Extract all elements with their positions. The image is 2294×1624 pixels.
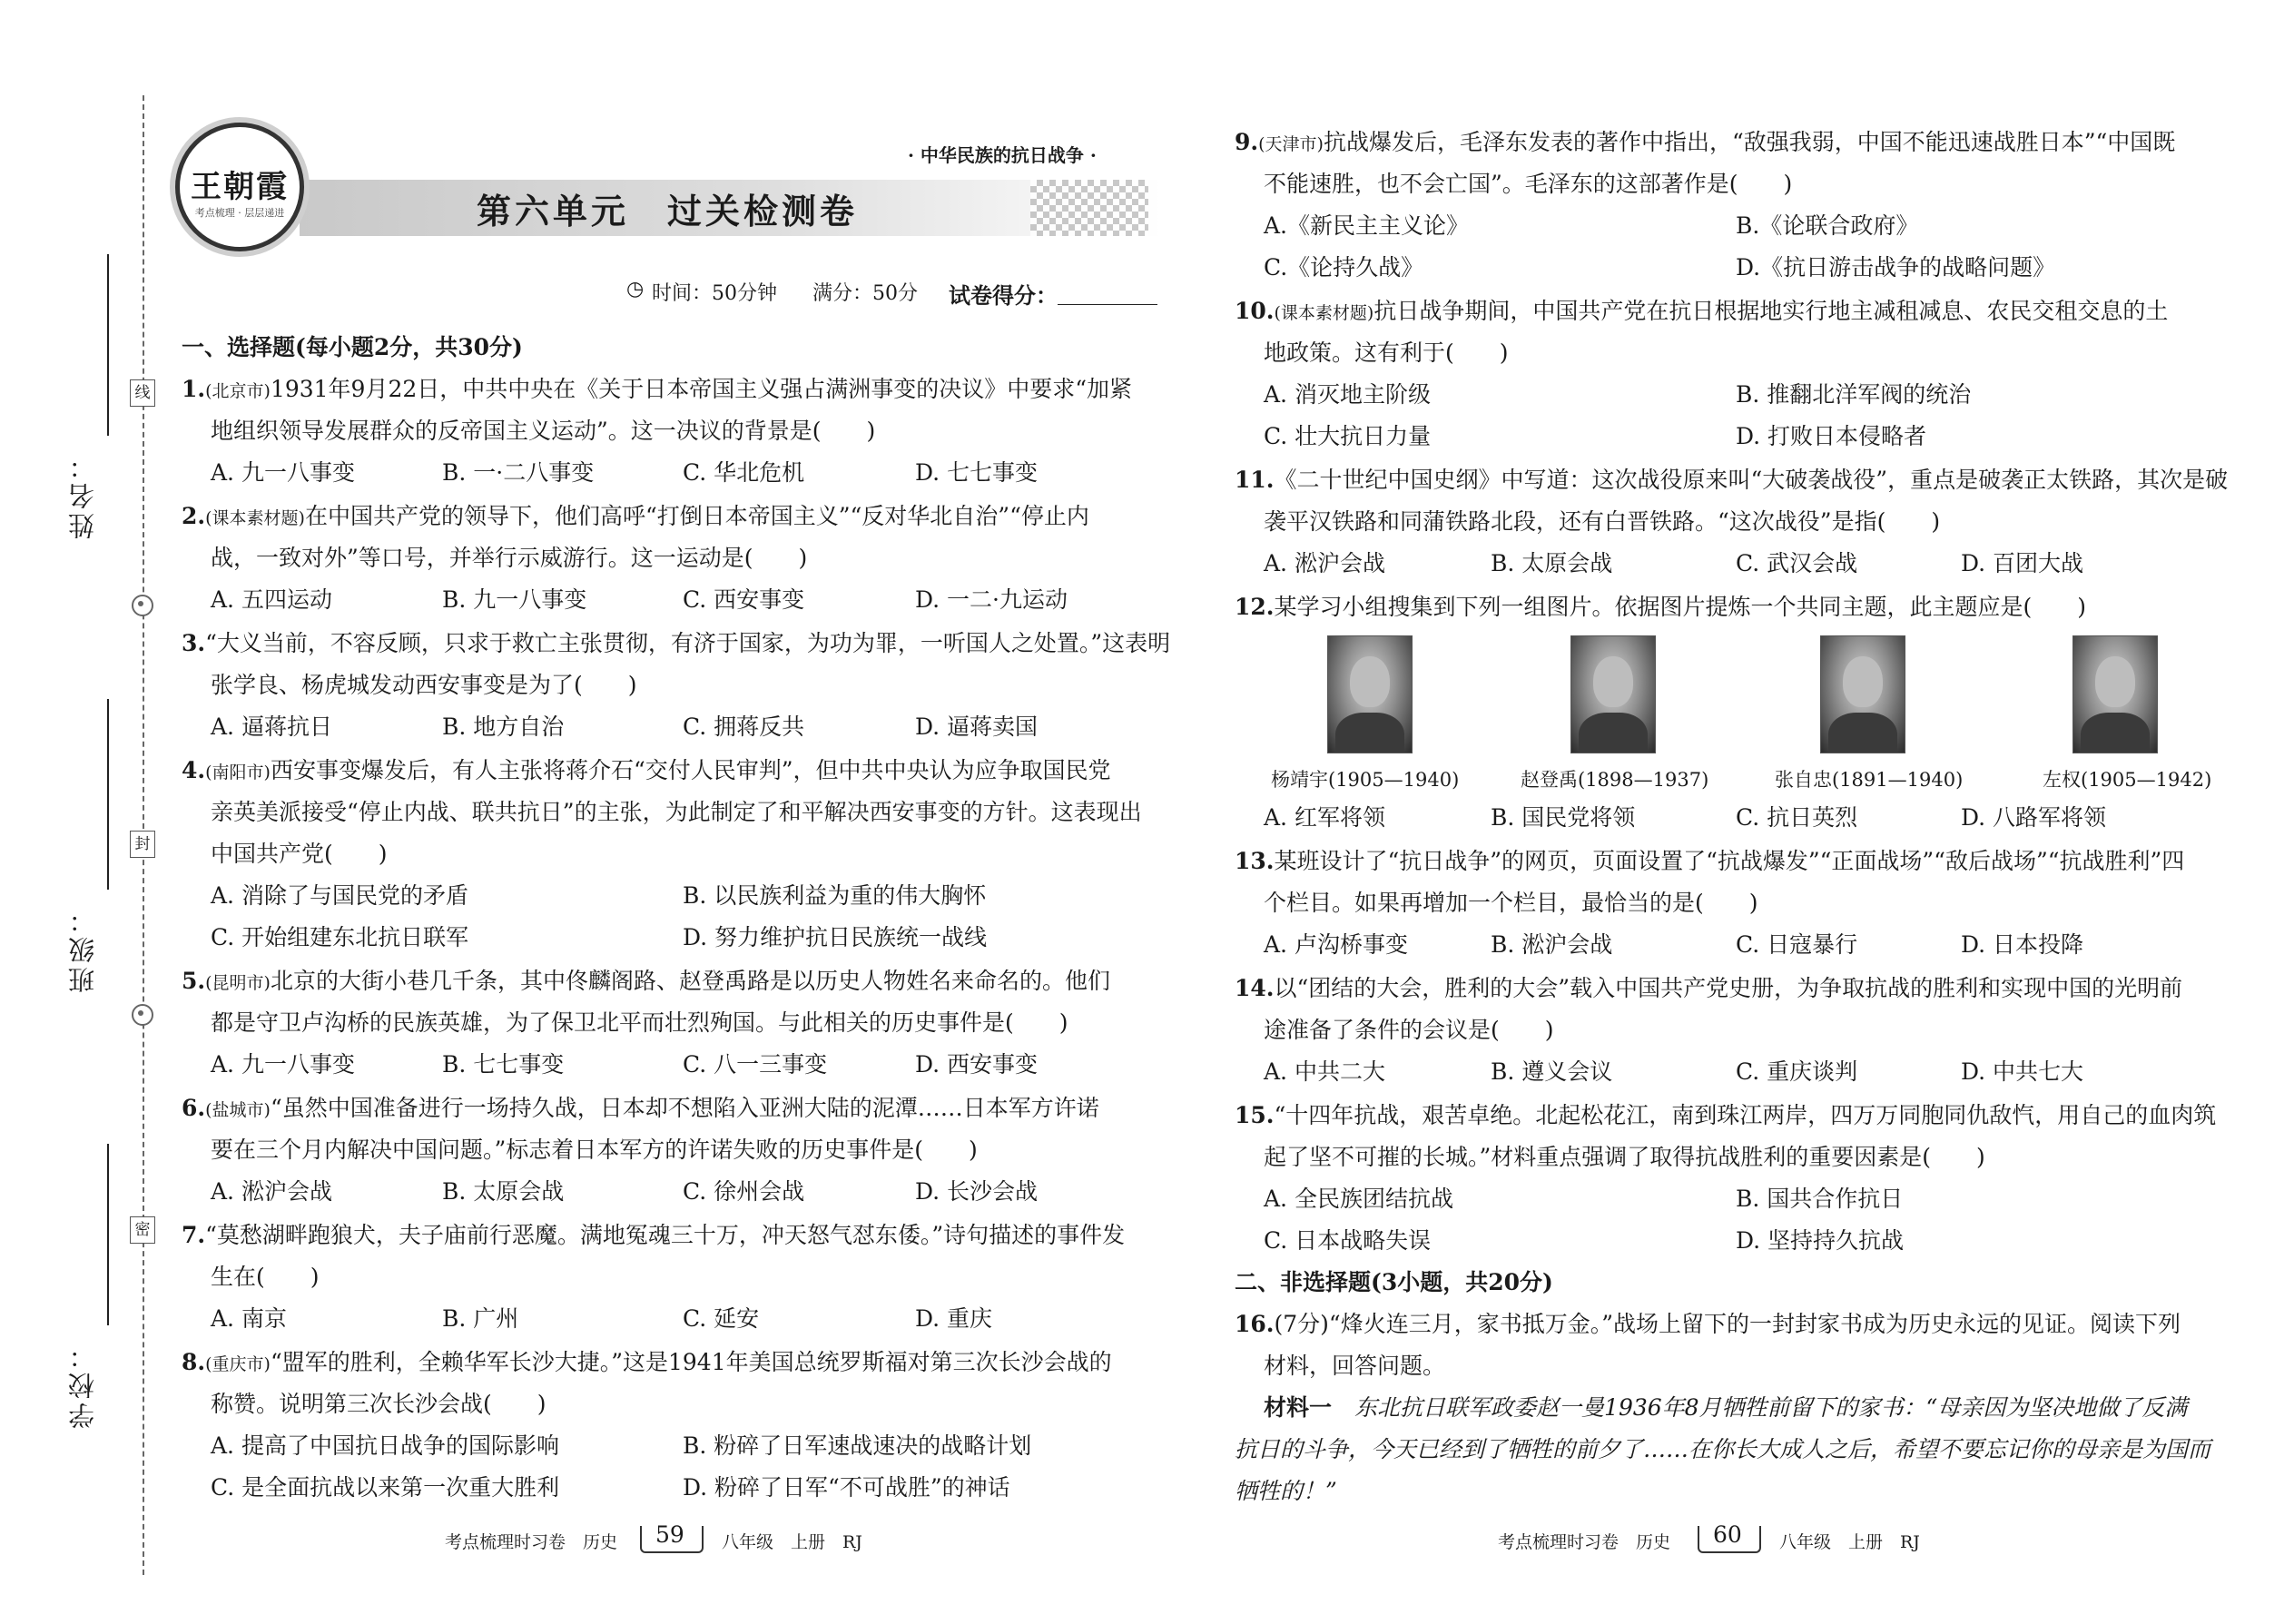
question-6-line1: 6.(盐城市)“虽然中国准备进行一场持久战，日本却不想陷入亚洲大陆的泥潭……日本军方许诺: [182, 1095, 1099, 1121]
q12-option-c[interactable]: C. 抗日英烈: [1736, 804, 1858, 831]
q11-option-d[interactable]: D. 百团大战: [1961, 550, 2084, 576]
q3-option-b[interactable]: B. 地方自治: [442, 714, 565, 740]
q14-option-c[interactable]: C. 重庆谈判: [1736, 1058, 1858, 1085]
q3-option-a[interactable]: A. 逼蒋抗日: [211, 714, 332, 740]
portrait-zhang-zizhong: [1820, 635, 1905, 753]
q1-option-c[interactable]: C. 华北危机: [683, 459, 805, 486]
question-8-line2: 称赞。说明第三次长沙会战( ): [211, 1391, 546, 1417]
name-blank-line: [107, 254, 109, 436]
full-score: 满分：50分: [812, 282, 918, 305]
q6-option-c[interactable]: C. 徐州会战: [683, 1178, 805, 1205]
time-limit: 时间：50分钟: [652, 282, 777, 305]
q11-option-b[interactable]: B. 太原会战: [1491, 550, 1613, 576]
material-1-line1: 材料一 东北抗日联军政委赵一曼1936年8月牺牲前留下的家书：“母亲因为坚决地做了反满: [1264, 1394, 2188, 1421]
q3-option-c[interactable]: C. 拥蒋反共: [683, 714, 805, 740]
class-blank-line: [107, 699, 109, 890]
q7-option-a[interactable]: A. 南京: [211, 1305, 287, 1332]
section1-heading: 一、选择题(每小题2分，共30分): [182, 334, 523, 360]
question-6-line2: 要在三个月内解决中国问题。”标志着日本军方的许诺失败的历史事件是( ): [211, 1137, 978, 1163]
q10-option-d[interactable]: D. 打败日本侵略者: [1736, 423, 1927, 449]
q1-option-b[interactable]: B. 一·二八事变: [442, 459, 595, 486]
q5-option-a[interactable]: A. 九一八事变: [211, 1051, 355, 1078]
q13-option-c[interactable]: C. 日寇暴行: [1736, 931, 1858, 958]
question-1-line2: 地组织领导发展群众的反帝国主义运动”。这一决议的背景是( ): [211, 418, 876, 444]
q8-option-c[interactable]: C. 是全面抗战以来第一次重大胜利: [211, 1474, 560, 1501]
question-10-line2: 地政策。这有利于( ): [1264, 340, 1509, 366]
binding-hole-icon: [132, 1004, 153, 1026]
q7-option-b[interactable]: B. 广州: [442, 1305, 519, 1332]
question-5-line2: 都是守卫卢沟桥的民族英雄，为了保卫北平而壮烈殉国。与此相关的历史事件是( ): [211, 1009, 1068, 1036]
q4-option-c[interactable]: C. 开始组建东北抗日联军: [211, 924, 469, 950]
question-15-line2: 起了坚不可摧的长城。”材料重点强调了取得抗战胜利的重要因素是( ): [1264, 1144, 1985, 1170]
question-13-line2: 个栏目。如果再增加一个栏目，最恰当的是( ): [1264, 890, 1758, 916]
name-label: 姓名：: [67, 449, 98, 539]
question-11-line1: 11.《二十世纪中国史纲》中写道：这次战役原来叫“大破袭战役”，重点是破袭正太铁路，其次是破: [1235, 467, 2229, 493]
material-1-line3: 牺牲的！”: [1235, 1478, 1337, 1504]
question-14-line1: 14.以“团结的大会，胜利的大会”载入中国共产党史册，为争取抗战的胜利和实现中国的光明前: [1235, 975, 2183, 1001]
question-8-line1: 8.(重庆市)“盟军的胜利，全赖华军长沙大捷。”这是1941年美国总统罗斯福对第三次长沙会战的: [182, 1349, 1112, 1375]
portrait-caption-4: 左权(1905—1942): [2043, 769, 2212, 791]
q4-option-d[interactable]: D. 努力维护抗日民族统一战线: [683, 924, 988, 950]
portrait-caption-2: 赵登禹(1898—1937): [1521, 769, 1709, 791]
q9-option-d[interactable]: D.《抗日游击战争的战略问题》: [1736, 254, 2056, 281]
q2-option-b[interactable]: B. 九一八事变: [442, 586, 587, 613]
q7-option-d[interactable]: D. 重庆: [915, 1305, 993, 1332]
section2-heading: 二、非选择题(3小题，共20分): [1235, 1269, 1553, 1295]
portrait-zhao-dengyu: [1570, 635, 1656, 753]
q12-option-d[interactable]: D. 八路军将领: [1961, 804, 2107, 831]
question-3-line2: 张学良、杨虎城发动西安事变是为了( ): [211, 672, 637, 698]
logo-text: 王朝霞: [191, 169, 289, 205]
question-5-line1: 5.(昆明市)北京的大街小巷几千条，其中佟麟阁路、赵登禹路是以历史人物姓名来命名的。他们: [182, 968, 1110, 994]
q6-option-d[interactable]: D. 长沙会战: [915, 1178, 1039, 1205]
q5-option-d[interactable]: D. 西安事变: [915, 1051, 1039, 1078]
question-4-line1: 4.(南阳市)西安事变爆发后，有人主张将蒋介石“交付人民审判”，但中共中央认为应争取国民党: [182, 757, 1111, 783]
q9-option-a[interactable]: A.《新民主主义论》: [1264, 212, 1470, 239]
q8-option-a[interactable]: A. 提高了中国抗日战争的国际影响: [211, 1432, 559, 1459]
checker-decoration: [1030, 180, 1148, 236]
q9-option-b[interactable]: B.《论联合政府》: [1736, 212, 1919, 239]
q15-option-d[interactable]: D. 坚持持久抗战: [1736, 1227, 1905, 1254]
clock-icon: ◷: [626, 278, 645, 300]
q13-option-a[interactable]: A. 卢沟桥事变: [1264, 931, 1408, 958]
subject-tag: · 中华民族的抗日战争 ·: [908, 144, 1097, 166]
portrait-zuo-quan: [2072, 635, 2158, 753]
school-blank-line: [107, 1144, 109, 1325]
q4-option-a[interactable]: A. 消除了与国民党的矛盾: [211, 882, 468, 909]
q15-option-a[interactable]: A. 全民族团结抗战: [1264, 1186, 1453, 1212]
q14-option-a[interactable]: A. 中共二大: [1264, 1058, 1385, 1085]
q15-option-c[interactable]: C. 日本战略失误: [1264, 1227, 1432, 1254]
question-13-line1: 13.某班设计了“抗日战争”的网页，页面设置了“抗战爆发”“正面战场”“敌后战场”“抗战胜利”四: [1235, 848, 2185, 874]
q8-option-b[interactable]: B. 粉碎了日军速战速决的战略计划: [683, 1432, 1032, 1459]
score-label: 试卷得分：: [949, 282, 1058, 309]
q13-option-b[interactable]: B. 淞沪会战: [1491, 931, 1613, 958]
q3-option-d[interactable]: D. 逼蒋卖国: [915, 714, 1039, 740]
question-7-line2: 生在( ): [211, 1264, 320, 1290]
portrait-caption-3: 张自忠(1891—1940): [1775, 769, 1964, 791]
q10-option-a[interactable]: A. 消灭地主阶级: [1264, 381, 1431, 408]
score-blank[interactable]: [1058, 304, 1157, 305]
page-number-59: 59: [655, 1521, 684, 1548]
binding-mark-line: 线: [130, 379, 155, 407]
q14-option-b[interactable]: B. 遵义会议: [1491, 1058, 1613, 1085]
question-2-line2: 战，一致对外”等口号，并举行示威游行。这一运动是( ): [211, 545, 808, 571]
question-3-line1: 3.“大义当前，不容反顾，只求于救亡主张贯彻，有济于国家，为功为罪，一听国人之处置。”这表明: [182, 630, 1171, 656]
logo-subtext: 考点梳理 · 层层递进: [194, 207, 285, 219]
question-9-line2: 不能速胜，也不会亡国”。毛泽东的这部著作是( ): [1264, 171, 1793, 197]
q11-option-c[interactable]: C. 武汉会战: [1736, 550, 1858, 576]
binding-hole-icon: [132, 595, 153, 616]
question-9-line1: 9.(天津市)抗战爆发后，毛泽东发表的著作中指出，“敌强我弱，中国不能迅速战胜日本”“中国既: [1235, 129, 2176, 155]
question-15-line1: 15.“十四年抗战，艰苦卓绝。北起松花江，南到珠江两岸，四万万同胞同仇敌忾，用自己的血肉筑: [1235, 1102, 2217, 1128]
school-label: 学校：: [67, 1339, 98, 1429]
q2-option-a[interactable]: A. 五四运动: [211, 586, 332, 613]
q13-option-d[interactable]: D. 日本投降: [1961, 931, 2084, 958]
binding-mark-secret: 密: [130, 1216, 155, 1244]
footer-right-series: 考点梳理时习卷 历史: [1498, 1532, 1671, 1552]
page-number-60: 60: [1713, 1521, 1742, 1548]
footer-left-series: 考点梳理时习卷 历史: [445, 1532, 618, 1552]
q10-option-c[interactable]: C. 壮大抗日力量: [1264, 423, 1432, 449]
question-16-line2: 材料，回答问题。: [1264, 1353, 1446, 1379]
question-2-line1: 2.(课本素材题)在中国共产党的领导下，他们高呼“打倒日本帝国主义”“反对华北自治”“停止内: [182, 503, 1089, 529]
q6-option-a[interactable]: A. 淞沪会战: [211, 1178, 332, 1205]
q12-option-a[interactable]: A. 红军将领: [1264, 804, 1385, 831]
binding-mark-seal: 封: [130, 831, 155, 858]
q1-option-d[interactable]: D. 七七事变: [915, 459, 1039, 486]
q11-option-a[interactable]: A. 淞沪会战: [1264, 550, 1385, 576]
q5-option-c[interactable]: C. 八一三事变: [683, 1051, 828, 1078]
portrait-yang-jingyu: [1327, 635, 1413, 753]
unit-title: 第六单元 过关检测卷: [477, 191, 859, 231]
q7-option-c[interactable]: C. 延安: [683, 1305, 760, 1332]
question-10-line1: 10.(课本素材题)抗日战争期间，中国共产党在抗日根据地实行地主减租减息、农民交租交息的土: [1235, 298, 2169, 324]
question-14-line2: 途准备了条件的会议是( ): [1264, 1017, 1554, 1043]
question-1-line1: 1.(北京市)1931年9月22日，中共中央在《关于日本帝国主义强占满洲事变的决议》中要求“加紧: [182, 376, 1133, 402]
q12-option-b[interactable]: B. 国民党将领: [1491, 804, 1636, 831]
portrait-caption-1: 杨靖宇(1905—1940): [1271, 769, 1460, 791]
q5-option-b[interactable]: B. 七七事变: [442, 1051, 565, 1078]
q6-option-b[interactable]: B. 太原会战: [442, 1178, 565, 1205]
q14-option-d[interactable]: D. 中共七大: [1961, 1058, 2084, 1085]
question-4-line2: 亲英美派接受“停止内战、联共抗日”的主张，为此制定了和平解决西安事变的方针。这表现出: [211, 799, 1142, 825]
question-4-line3: 中国共产党( ): [211, 841, 388, 867]
q9-option-c[interactable]: C.《论持久战》: [1264, 254, 1424, 281]
q15-option-b[interactable]: B. 国共合作抗日: [1736, 1186, 1904, 1212]
q2-option-c[interactable]: C. 西安事变: [683, 586, 805, 613]
class-label: 班级：: [67, 903, 98, 993]
footer-left-grade: 八年级 上册 RJ: [722, 1532, 862, 1552]
material-1-line2: 抗日的斗争，今天已经到了牺牲的前夕了……在你长大成人之后，希望不要忘记你的母亲是为国而: [1235, 1436, 2211, 1462]
q8-option-d[interactable]: D. 粉碎了日军“不可战胜”的神话: [683, 1474, 1010, 1501]
q4-option-b[interactable]: B. 以民族利益为重的伟大胸怀: [683, 882, 987, 909]
question-16-line1: 16.(7分)“烽火连三月，家书抵万金。”战场上留下的一封封家书成为历史永远的见证。阅读下列: [1235, 1311, 2181, 1337]
footer-right-grade: 八年级 上册 RJ: [1779, 1532, 1920, 1552]
question-7-line1: 7.“莫愁湖畔跑狼犬，夫子庙前行恶魔。满地冤魂三十万，冲天怒气怼东倭。”诗句描述的事件发: [182, 1222, 1126, 1248]
question-11-line2: 袭平汉铁路和同蒲铁路北段，还有白晋铁路。“这次战役”是指( ): [1264, 508, 1941, 535]
question-12-line1: 12.某学习小组搜集到下列一组图片。依据图片提炼一个共同主题，此主题应是( ): [1235, 594, 2087, 620]
brand-logo: [175, 123, 304, 251]
q2-option-d[interactable]: D. 一二·九运动: [915, 586, 1068, 613]
q1-option-a[interactable]: A. 九一八事变: [211, 459, 355, 486]
q10-option-b[interactable]: B. 推翻北洋军阀的统治: [1736, 381, 1972, 408]
